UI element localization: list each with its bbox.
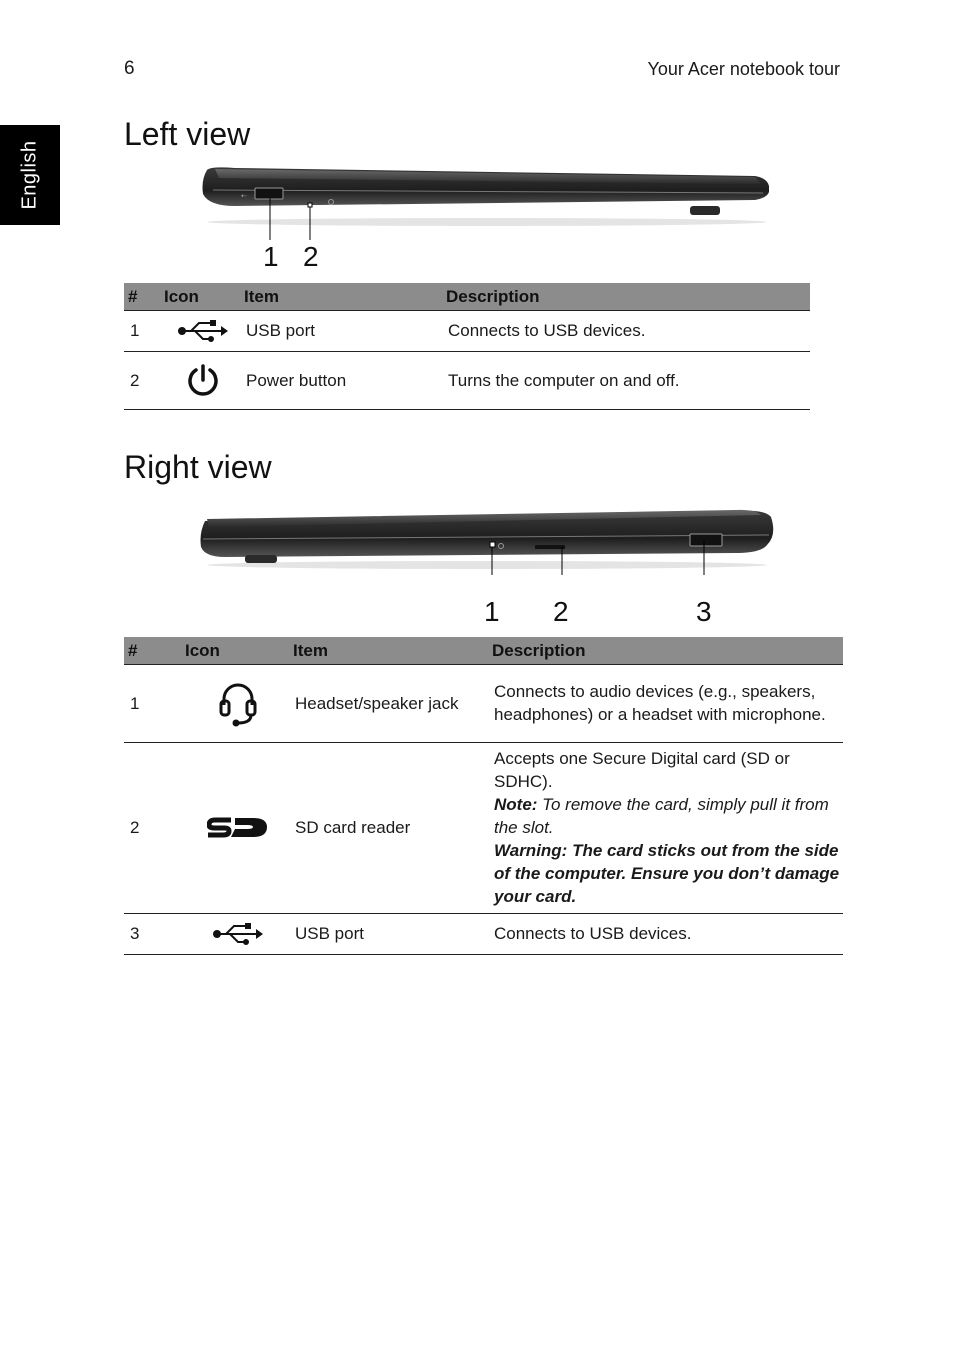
right-callout-2: 2 bbox=[553, 596, 569, 627]
row-description: Turns the computer on and off. bbox=[442, 352, 810, 410]
sd-card-icon bbox=[207, 815, 269, 841]
right-callout-3: 3 bbox=[696, 596, 712, 627]
usb-icon bbox=[212, 923, 264, 945]
row-item: Headset/speaker jack bbox=[289, 665, 488, 743]
running-title: Your Acer notebook tour bbox=[647, 59, 840, 79]
col-item: Item bbox=[289, 637, 488, 665]
table-row bbox=[124, 665, 843, 743]
row-item: USB port bbox=[240, 311, 442, 352]
row-number: 3 bbox=[124, 914, 181, 955]
row-number: 2 bbox=[124, 743, 181, 914]
right-view-table bbox=[124, 637, 843, 955]
laptop-left-side-image bbox=[195, 160, 780, 230]
row-item: Power button bbox=[240, 352, 442, 410]
col-description: Description bbox=[488, 637, 843, 665]
row-number: 2 bbox=[124, 352, 160, 410]
note-text: To remove the card, simply pull it from the slot. bbox=[494, 794, 829, 837]
left-callout-1: 1 bbox=[263, 241, 279, 272]
left-view-table bbox=[124, 283, 810, 410]
row-description bbox=[488, 743, 843, 914]
col-icon: Icon bbox=[181, 637, 289, 665]
row-description: Connects to USB devices. bbox=[488, 914, 843, 955]
right-callout-1: 1 bbox=[484, 596, 500, 627]
power-icon bbox=[185, 363, 221, 399]
col-number: # bbox=[124, 637, 181, 665]
headset-icon bbox=[218, 681, 258, 727]
left-view-title: Left view bbox=[124, 116, 251, 152]
usb-icon bbox=[177, 320, 229, 342]
note-label: Note: bbox=[494, 794, 538, 814]
table-row bbox=[124, 311, 810, 352]
table-row bbox=[124, 352, 810, 410]
language-tab bbox=[0, 125, 60, 225]
col-item: Item bbox=[240, 283, 442, 311]
description-warning: Warning: The card sticks out from the side of the computer. Ensure you don’t damage your card. bbox=[494, 840, 840, 906]
table-row bbox=[124, 743, 843, 914]
row-number: 1 bbox=[124, 665, 181, 743]
left-callout-2: 2 bbox=[303, 241, 319, 272]
page-number: 6 bbox=[124, 58, 135, 79]
language-tab-label: English bbox=[18, 140, 41, 210]
row-description: Connects to audio devices (e.g., speakers, headphones) or a headset with microphone. bbox=[488, 665, 843, 743]
svg-text:⇠: ⇠ bbox=[241, 192, 247, 200]
row-item: USB port bbox=[289, 914, 488, 955]
row-number: 1 bbox=[124, 311, 160, 352]
description-note bbox=[494, 793, 843, 839]
col-icon: Icon bbox=[160, 283, 240, 311]
col-number: # bbox=[124, 283, 160, 311]
col-description: Description bbox=[442, 283, 810, 311]
description-main: Accepts one Secure Digital card (SD or SDHC). bbox=[494, 748, 790, 791]
table-row bbox=[124, 914, 843, 955]
row-description: Connects to USB devices. bbox=[442, 311, 810, 352]
right-view-title: Right view bbox=[124, 449, 272, 485]
row-item: SD card reader bbox=[289, 743, 488, 914]
laptop-right-side-image bbox=[195, 505, 780, 575]
